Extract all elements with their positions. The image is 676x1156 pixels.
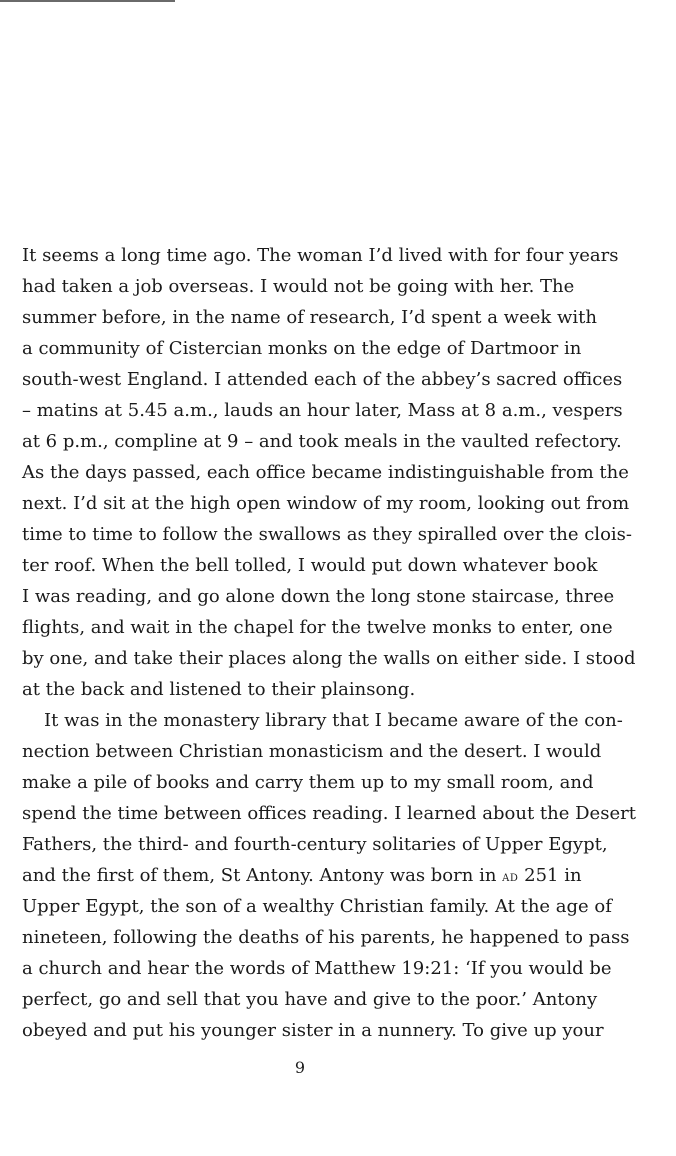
text-line: flights, and wait in the chapel for the twelve monks to enter, one [22, 617, 613, 638]
page-number: 9 [294, 1058, 306, 1077]
text-line: at the back and listened to their plainsong. [22, 679, 416, 700]
era-abbreviation: ad [502, 868, 519, 885]
text-segment: 251 in [524, 865, 582, 886]
text-line: Upper Egypt, the son of a wealthy Christian family. At the age of [22, 896, 612, 917]
text-line: make a pile of books and carry them up to my small room, and [22, 772, 594, 793]
text-line: ter roof. When the bell tolled, I would put down whatever book [22, 555, 598, 576]
body-text [22, 238, 636, 1044]
text-line: a church and hear the words of Matthew 19:21: ‘If you would be [22, 958, 612, 979]
text-line: summer before, in the name of research, I’d spent a week with [22, 307, 597, 328]
text-line-with-era [22, 858, 582, 889]
text-line: a community of Cistercian monks on the edge of Dartmoor in [22, 338, 582, 359]
paragraph-1 [22, 238, 636, 703]
text-line: next. I’d sit at the high open window of my room, looking out from [22, 493, 630, 514]
text-line: at 6 p.m., compline at 9 – and took meals in the vaulted refectory. [22, 431, 622, 452]
text-line: perfect, go and sell that you have and give to the poor.’ Antony [22, 989, 598, 1010]
text-line: It seems a long time ago. The woman I’d lived with for four years [22, 245, 619, 266]
text-segment: and the first of them, St Antony. Antony was born in [22, 865, 497, 886]
top-rule [0, 0, 175, 2]
text-line: – matins at 5.45 a.m., lauds an hour later, Mass at 8 a.m., vespers [22, 400, 623, 421]
text-line: time to time to follow the swallows as they spiralled over the clois- [22, 524, 632, 545]
text-line: south-west England. I attended each of the abbey’s sacred offices [22, 369, 623, 390]
text-line: As the days passed, each office became indistinguishable from the [22, 462, 629, 483]
text-line: I was reading, and go alone down the long stone staircase, three [22, 586, 615, 607]
text-line: nection between Christian monasticism and the desert. I would [22, 741, 602, 762]
text-line: had taken a job overseas. I would not be going with her. The [22, 276, 575, 297]
text-line: nineteen, following the deaths of his parents, he happened to pass [22, 927, 630, 948]
text-line: by one, and take their places along the walls on either side. I stood [22, 648, 636, 669]
text-line: Fathers, the third- and fourth-century solitaries of Upper Egypt, [22, 834, 608, 855]
text-line: obeyed and put his younger sister in a nunnery. To give up your [22, 1020, 604, 1041]
text-line: spend the time between offices reading. I learned about the Desert [22, 803, 636, 824]
paragraph-2 [22, 703, 636, 1044]
text-line: It was in the monastery library that I became aware of the con- [44, 710, 623, 731]
